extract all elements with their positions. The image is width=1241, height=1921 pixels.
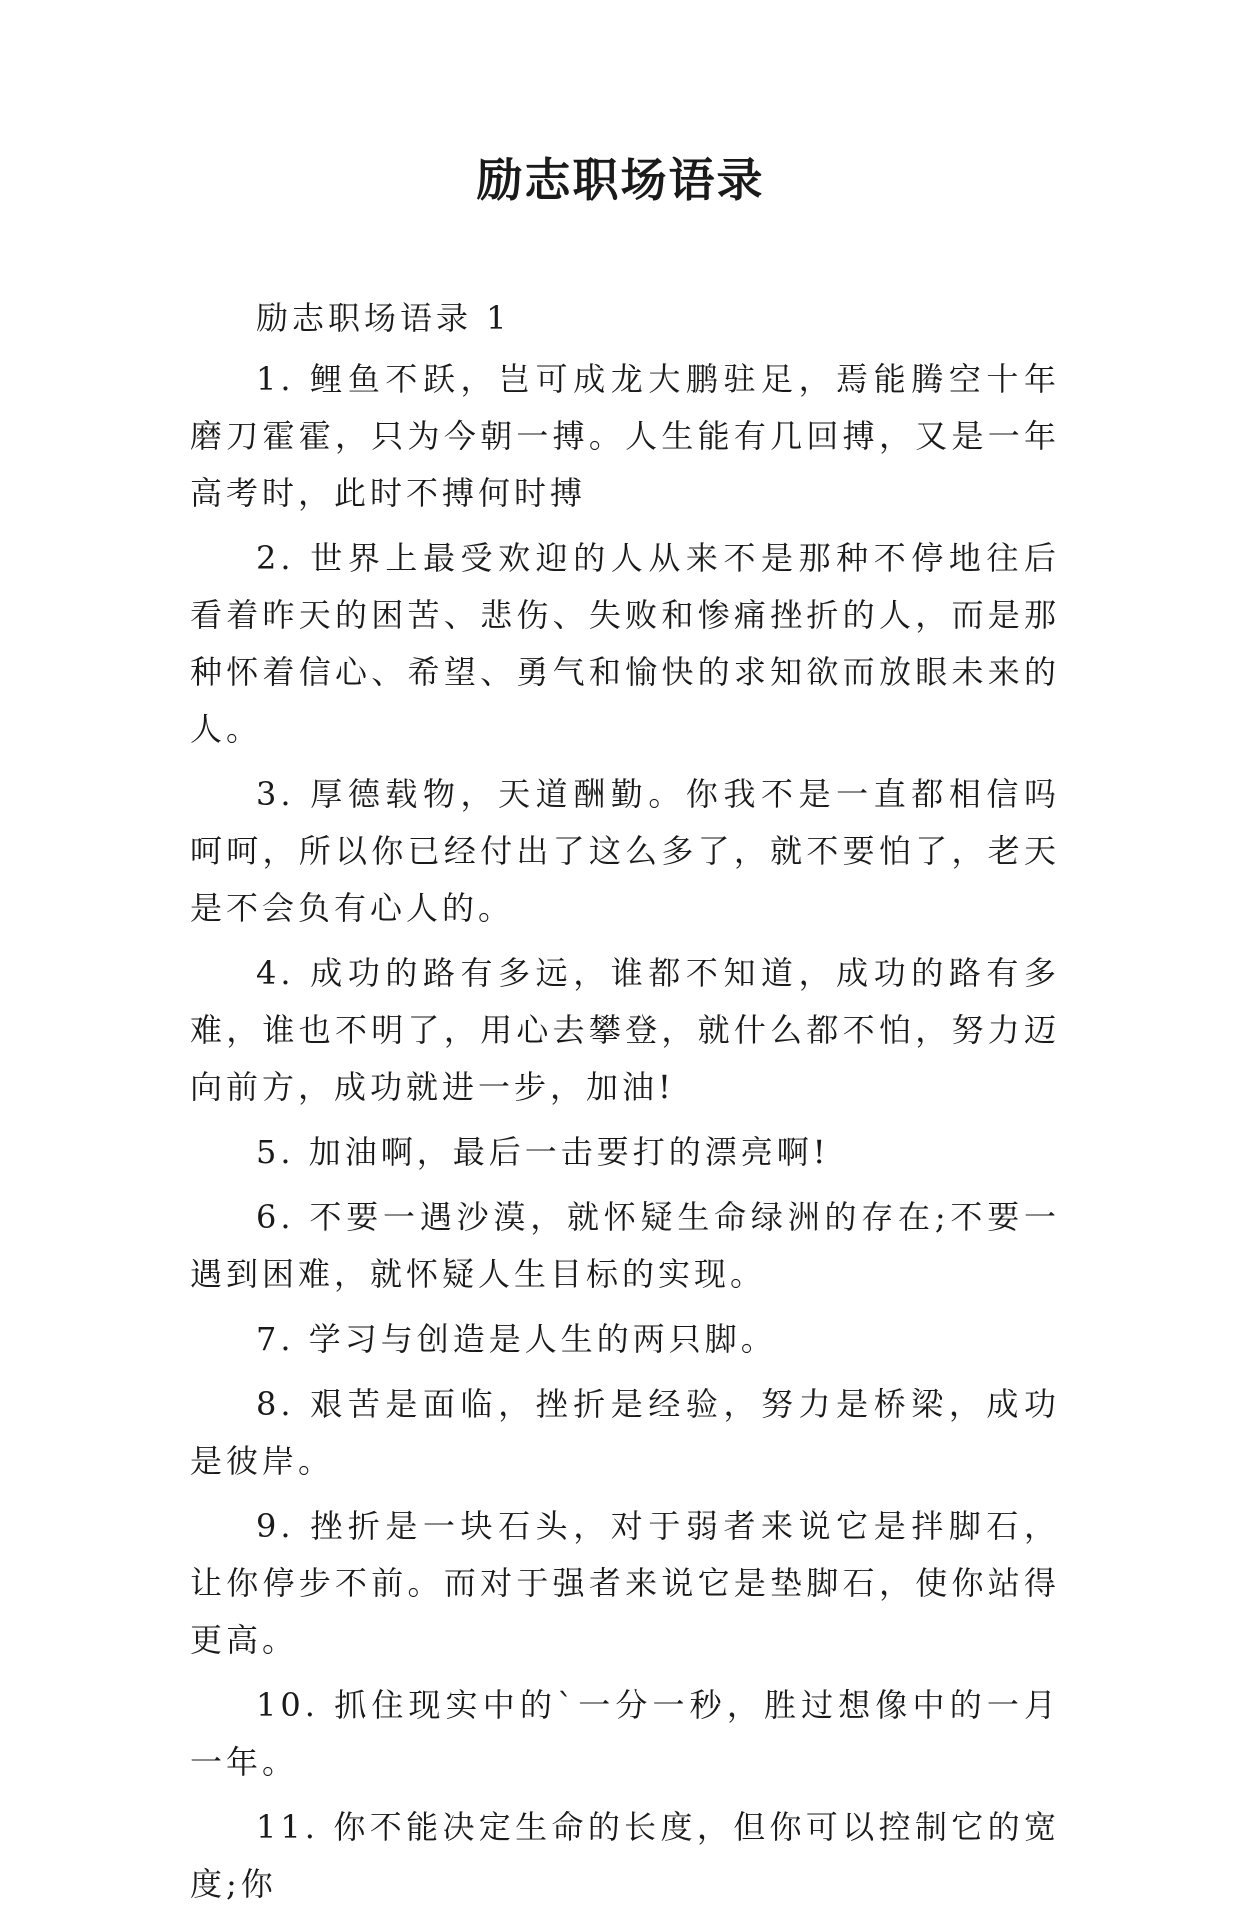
quote-paragraph: 4. 成功的路有多远，谁都不知道，成功的路有多难，谁也不明了，用心去攀登，就什么都不怕，努力迈向前方，成功就进一步，加油! <box>190 954 1060 1106</box>
quote-paragraph: 8. 艰苦是面临，挫折是经验，努力是桥梁，成功是彼岸。 <box>190 1385 1060 1480</box>
quote-paragraph: 6. 不要一遇沙漠，就怀疑生命绿洲的存在;不要一遇到困难，就怀疑人生目标的实现。 <box>190 1198 1060 1293</box>
quote-paragraph: 7. 学习与创造是人生的两只脚。 <box>256 1320 777 1358</box>
quote-paragraph: 5. 加油啊，最后一击要打的漂亮啊! <box>256 1133 830 1171</box>
quote-paragraph: 3. 厚德载物，天道酬勤。你我不是一直都相信吗呵呵，所以你已经付出了这么多了，就不要怕了，老天是不会负有心人的。 <box>190 775 1060 927</box>
quote-paragraph: 10. 抓住现实中的`一分一秒，胜过想像中的一月一年。 <box>190 1686 1060 1781</box>
section-heading: 励志职场语录 1 <box>256 299 511 337</box>
quote-paragraph: 9. 挫折是一块石头，对于弱者来说它是拌脚石，让你停步不前。而对于强者来说它是垫脚石，使你站得更高。 <box>190 1507 1060 1659</box>
quote-paragraph: 2. 世界上最受欢迎的人从来不是那种不停地往后看着昨天的困苦、悲伤、失败和惨痛挫折的人，而是那种怀着信心、希望、勇气和愉快的求知欲而放眼未来的人。 <box>190 539 1060 748</box>
quote-paragraph: 1. 鲤鱼不跃，岂可成龙大鹏驻足，焉能腾空十年磨刀霍霍，只为今朝一搏。人生能有几回搏，又是一年高考时，此时不搏何时搏 <box>190 360 1060 512</box>
quote-paragraph: 11. 你不能决定生命的长度，但你可以控制它的宽度;你 <box>190 1808 1060 1903</box>
document-title: 励志职场语录 <box>476 153 765 207</box>
document-body <box>190 290 1060 1921</box>
